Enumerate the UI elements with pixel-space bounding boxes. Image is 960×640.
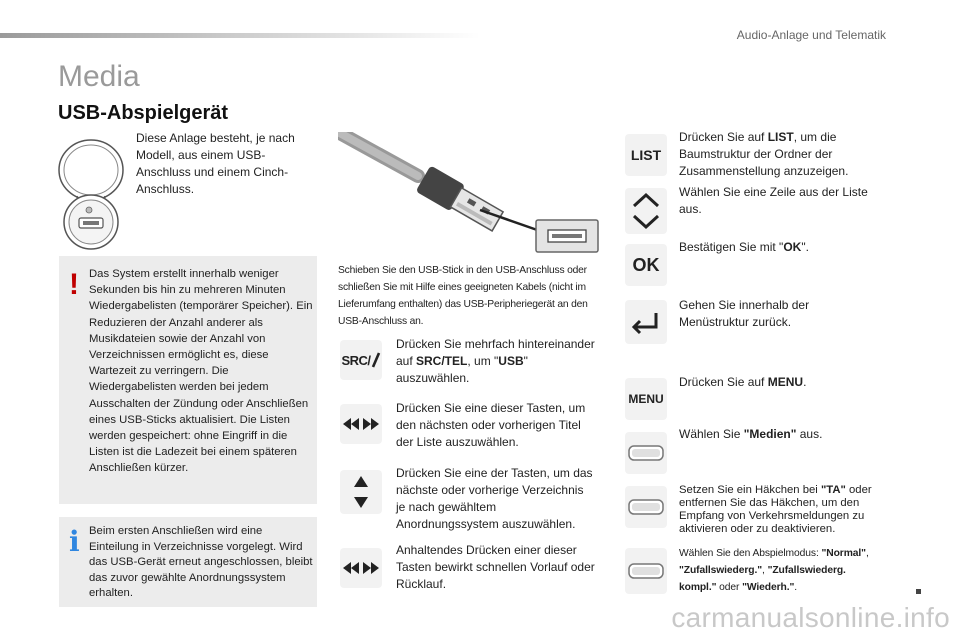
menu-item-icon [628, 445, 664, 461]
exclamation-icon: ! [69, 268, 79, 301]
usb-socket-illustration [55, 130, 127, 250]
section-title: USB-Abspielgerät [58, 102, 229, 124]
page-marker [916, 589, 921, 594]
step-fast-seek: Anhaltendes Drücken einer dieser Tasten bewirkt schnellen Vorlauf oder Rücklauf. [396, 543, 595, 591]
header-bar [0, 33, 480, 38]
step-back: Gehen Sie innerhalb der Menüstruktur zurück. [679, 298, 810, 329]
step-menu: Drücken Sie auf MENU. [679, 375, 807, 389]
page-title: Media [58, 60, 140, 93]
menu-button[interactable]: MENU [625, 378, 667, 420]
step-play-mode: Wählen Sie den Abspielmodus: "Normal", "Zufallswiederg.", "Zufallswiederg. kompl." oder "Wiederh.". [679, 548, 869, 593]
info-icon: i [69, 525, 80, 558]
step-list: Drücken Sie auf LIST, um die Baumstruktur der Ordner der Zusammenstellung anzuzeigen. [679, 130, 849, 178]
step-folder: Drücken Sie eine der Tasten, um das nächste oder vorherige Verzeichnis je nach gewähltem Anordnungssystem auszuwählen. [396, 466, 593, 531]
info-text: Beim ersten Anschließen wird eine Einteilung in Verzeichnisse vorgelegt. Wird das USB-Gerät erneut angeschlossen, bleibt das zuvor gewählte Anordnungssystem erhalten. [89, 525, 313, 599]
seek-button[interactable] [340, 404, 382, 444]
ta-menu-button[interactable] [625, 486, 667, 528]
src-tel-button[interactable]: SRC/ [340, 340, 382, 380]
warning-text: Das System erstellt innerhalb weniger Sekunden bis hin zu mehreren Minuten Wiedergabelisten (temporärer Speicher). Ein Reduzieren der Anzahl anderer als Musikdateien sowie der Anzahl von Verzeichnissen ermöglicht es, diese Wartezeit zu verringern. Die Wiedergabelisten werden bei jedem Ausschalten der Zündung oder Anschließen eines USB-Sticks aktualisiert. Die Listen werden gespeichert: ohne Eingriff in die Listen ist die Ladezeit bei einem späteren Anschließen kürzer. [89, 268, 313, 475]
menu-item-icon [628, 499, 664, 515]
info-box [59, 517, 317, 607]
step-medien: Wählen Sie "Medien" aus. [679, 427, 823, 441]
chevron-up-down-icon [631, 191, 661, 231]
intro-text: Diese Anlage besteht, je nach Modell, aus einem USB-Anschluss und einem Cinch-Anschluss. [136, 131, 295, 196]
phone-icon [371, 352, 381, 368]
seek-arrows-icon [341, 416, 381, 432]
fast-seek-button[interactable] [340, 548, 382, 588]
watermark: carmanualsonline.info [671, 602, 950, 633]
step-select-line: Wählen Sie eine Zeile aus der Liste aus. [679, 185, 868, 216]
step-ok: Bestätigen Sie mit "OK". [679, 240, 809, 254]
list-button[interactable]: LIST [625, 134, 667, 176]
up-down-arrows-icon [351, 474, 371, 510]
step-ta: Setzen Sie ein Häkchen bei "TA" oder entfernen Sie das Häkchen, um den Empfang von Verkehrsmeldungen zu aktivieren oder zu deaktivieren. [679, 484, 872, 535]
play-mode-menu-button[interactable] [625, 548, 667, 594]
ok-button[interactable]: OK [625, 244, 667, 286]
menu-item-icon [628, 563, 664, 579]
seek-arrows-icon [341, 560, 381, 576]
step-seek: Drücken Sie eine dieser Tasten, um den nächsten oder vorherigen Titel der Liste auszuwählen. [396, 401, 586, 449]
back-arrow-icon [630, 309, 662, 335]
folder-up-down-button[interactable] [340, 470, 382, 514]
up-down-button[interactable] [625, 188, 667, 234]
medien-menu-button[interactable] [625, 432, 667, 474]
usb-stick-illustration [338, 132, 608, 256]
warning-box [59, 256, 317, 504]
chapter-title: Audio-Anlage und Telematik [736, 28, 886, 42]
step-src-tel: Drücken Sie mehrfach hintereinander auf SRC/TEL, um "USB" auszuwählen. [396, 337, 595, 385]
back-button[interactable] [625, 300, 667, 344]
usb-caption: Schieben Sie den USB-Stick in den USB-Anschluss oder schließen Sie mit Hilfe eines geeigneten Kabels (nicht im Lieferumfang enthalten) das USB-Peripheriegerät an den USB-Anschluss an. [338, 265, 588, 327]
